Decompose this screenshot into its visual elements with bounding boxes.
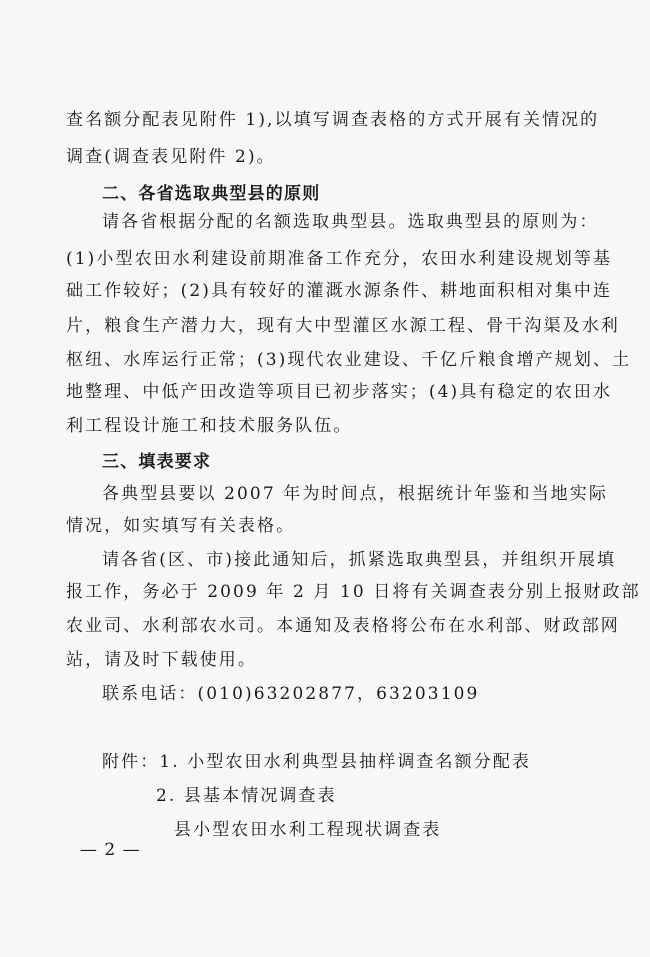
body-text-line: 站，请及时下载使用。: [66, 650, 257, 670]
section-heading: 二、各省选取典型县的原则: [102, 184, 321, 204]
section-heading: 三、填表要求: [102, 452, 212, 472]
body-text-line: 情况，如实填写有关表格。: [66, 516, 296, 536]
body-text-line: 请各省(区、市)接此通知后，抓紧选取典型县，并组织开展填: [102, 550, 617, 570]
body-text-line: 查名额分配表见附件 1),以填写调查表格的方式开展有关情况的: [66, 110, 600, 130]
body-text-line: 农业司、水利部农水司。本通知及表格将公布在水利部、财政部网: [66, 616, 620, 636]
attachment-line: 县小型农田水利工程现状调查表: [174, 820, 442, 840]
page-number: — 2 —: [80, 840, 141, 860]
body-text-line: 地整理、中低产田改造等项目已初步落实；(4)具有稳定的农田水: [66, 382, 613, 402]
body-text-line: 各典型县要以 2007 年为时间点，根据统计年鉴和当地实际: [102, 484, 608, 504]
attachment-line: 2. 县基本情况调查表: [156, 786, 337, 806]
body-text-line: 调查(调查表见附件 2)。: [66, 147, 276, 167]
contact-phone: 联系电话：(010)63202877，63203109: [102, 684, 480, 704]
body-text-line: 报工作，务必于 2009 年 2 月 10 日将有关调查表分别上报财政部: [66, 582, 641, 602]
body-text-line: 枢纽、水库运行正常；(3)现代农业建设、千亿斤粮食增产规划、土: [66, 350, 632, 370]
body-text-line: (1)小型农田水利建设前期准备工作充分，农田水利建设规划等基: [66, 249, 613, 269]
body-text-line: 片，粮食生产潜力大，现有大中型灌区水源工程、骨干沟渠及水利: [66, 316, 620, 336]
body-text-line: 请各省根据分配的名额选取典型县。选取典型县的原则为：: [102, 212, 599, 232]
attachment-line: 附件：1. 小型农田水利典型县抽样调查名额分配表: [102, 752, 532, 772]
body-text-line: 利工程设计施工和技术服务队伍。: [66, 416, 353, 436]
body-text-line: 础工作较好；(2)具有较好的灌溉水源条件、耕地面积相对集中连: [66, 281, 613, 301]
